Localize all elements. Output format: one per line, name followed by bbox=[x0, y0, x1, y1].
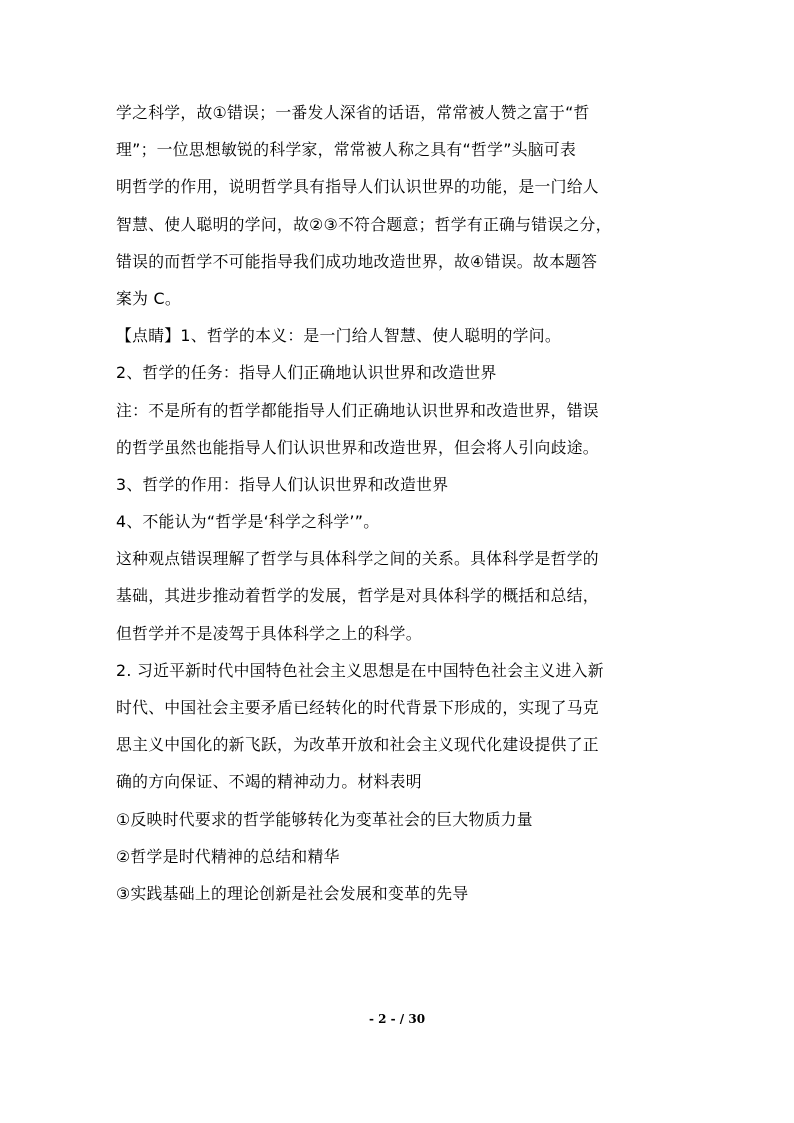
text-line: 学之科学，故①错误；一番发人深省的话语，常常被人赞之富于“哲 bbox=[116, 103, 590, 122]
text-line: 智慧、使人聪明的学问，故②③不符合题意；哲学有正确与错误之分， bbox=[116, 214, 612, 234]
text-line: 案为 C。 bbox=[116, 288, 181, 308]
document-body bbox=[116, 94, 686, 912]
text-line: 基础，其进步推动着哲学的发展，哲学是对具体科学的概括和总结， bbox=[116, 586, 599, 606]
option-line: ③实践基础上的理论创新是社会发展和变革的先导 bbox=[116, 883, 469, 903]
text-line: 理”；一位思想敏锐的科学家，常常被人称之具有“哲学”头脑可表 bbox=[116, 140, 577, 160]
question-line: 2. 习近平新时代中国特色社会主义思想是在中国特色社会主义进入新 bbox=[116, 660, 604, 680]
text-line: 的哲学虽然也能指导人们认识世界和改造世界，但会将人引向歧途。 bbox=[116, 437, 599, 457]
text-line: 4、不能认为“哲学是‘科学之科学’”。 bbox=[116, 512, 380, 532]
text-line: 3、哲学的作用：指导人们认识世界和改造世界 bbox=[116, 474, 449, 494]
option-line: ①反映时代要求的哲学能够转化为变革社会的巨大物质力量 bbox=[116, 809, 533, 829]
option-line: ②哲学是时代精神的总结和精华 bbox=[116, 846, 340, 866]
text-line: 但哲学并不是凌驾于具体科学之上的科学。 bbox=[116, 623, 422, 643]
text-line: 注：不是所有的哲学都能指导人们正确地认识世界和改造世界，错误 bbox=[116, 400, 599, 420]
question-line: 确的方向保证、不竭的精神动力。材料表明 bbox=[116, 772, 422, 792]
text-line: 错误的而哲学不可能指导我们成功地改造世界，故④错误。故本题答 bbox=[116, 251, 598, 271]
page-number: - 2 - / 30 bbox=[368, 1012, 426, 1026]
question-line: 时代、中国社会主要矛盾已经转化的时代背景下形成的，实现了马克 bbox=[116, 698, 599, 717]
tip-heading-line: 【点睛】1、哲学的本义：是一门给人智慧、使人聪明的学问。 bbox=[116, 326, 561, 346]
question-line: 思主义中国化的新飞跃，为改革开放和社会主义现代化建设提供了正 bbox=[116, 735, 599, 755]
text-line: 2、哲学的任务：指导人们正确地认识世界和改造世界 bbox=[116, 363, 497, 383]
text-line: 这种观点错误理解了哲学与具体科学之间的关系。具体科学是哲学的 bbox=[116, 549, 599, 569]
text-line: 明哲学的作用，说明哲学具有指导人们认识世界的功能，是一门给人 bbox=[116, 177, 599, 197]
